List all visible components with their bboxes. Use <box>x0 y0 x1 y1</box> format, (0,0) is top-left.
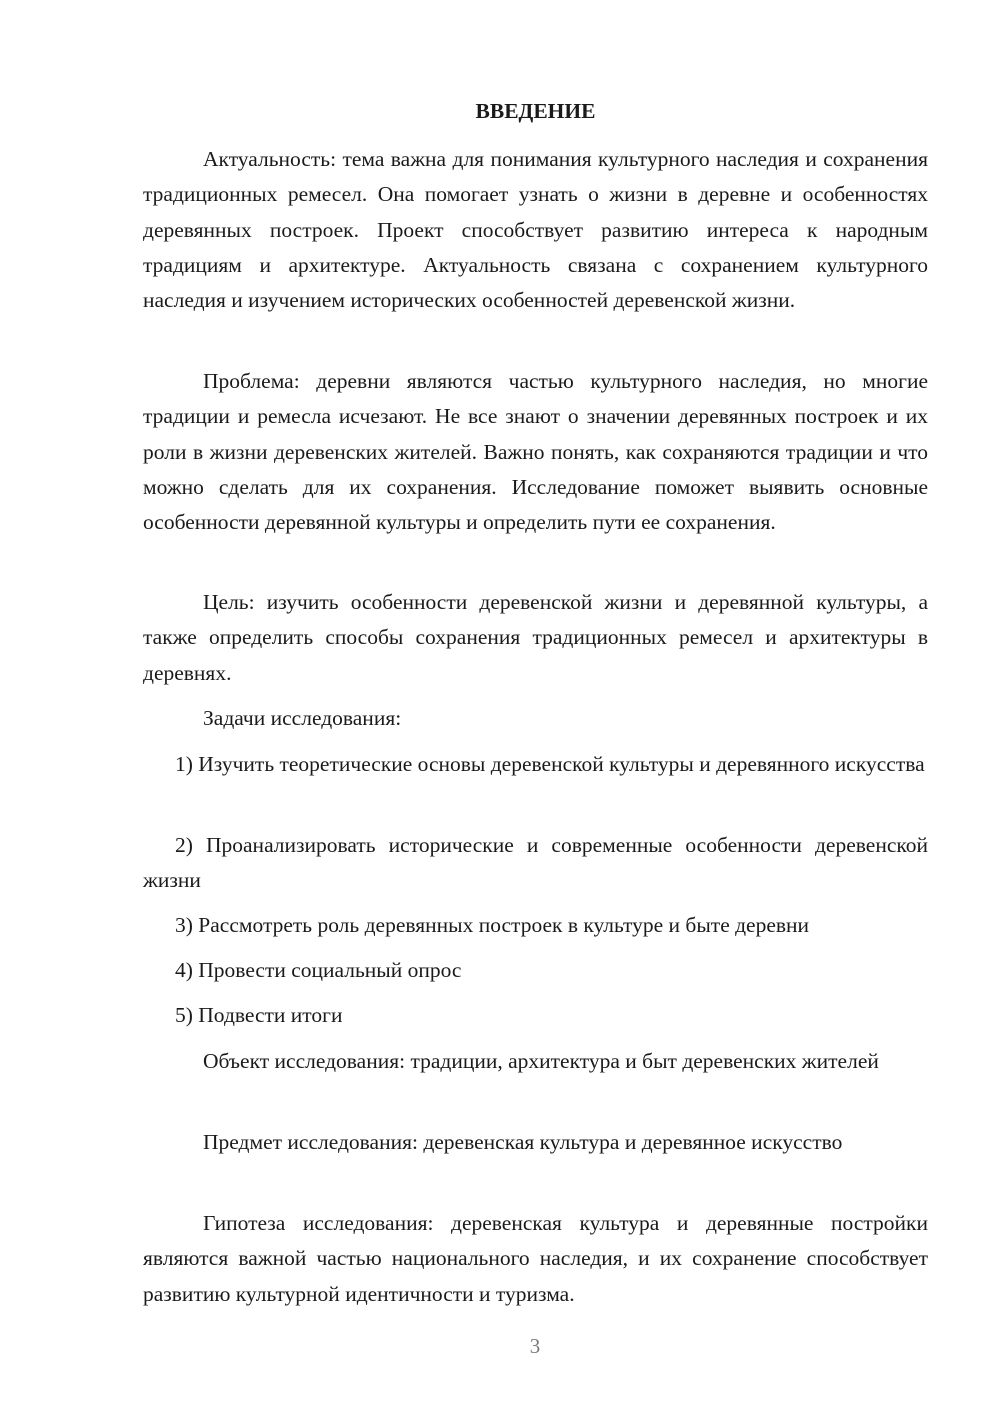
tasks-heading: Задачи исследования: <box>203 706 402 730</box>
page-number: 3 <box>529 1334 541 1358</box>
hypothesis-paragraph: Гипотеза исследования: деревенская культура и деревянные постройки являются важной частью национального наследия, и их сохранение способствует развитию культурной идентичности и туризма. <box>143 1211 928 1306</box>
relevance-paragraph: Актуальность: тема важна для понимания культурного наследия и сохранения традиционных ремесел. Она помогает узнать о жизни в деревне и особенностях деревянных построек. Проект способствует развитию интереса к народным традициям и архитектуре. Актуальность связана с сохранением культурного наследия и изучением исторических особенностей деревенской жизни. <box>143 147 928 313</box>
problem-paragraph: Проблема: деревни являются частью культурного наследия, но многие традиции и ремесла исчезают. Не все знают о значении деревянных построек и их роли в жизни деревенских жителей. Важно понять, как сохраняются традиции и что можно сделать для их сохранения. Исследование поможет выявить основные особенности деревянной культуры и определить пути ее сохранения. <box>143 369 928 535</box>
section-title: ВВЕДЕНИЕ <box>475 99 596 123</box>
task-item-1: 1) Изучить теоретические основы деревенской культуры и деревянного искусства <box>175 752 925 776</box>
subject-paragraph: Предмет исследования: деревенская культура и деревянное искусство <box>203 1130 843 1154</box>
task-item-5: 5) Подвести итоги <box>175 1003 343 1027</box>
task-item-3: 3) Рассмотреть роль деревянных построек в культуре и быте деревни <box>175 913 810 937</box>
task-item-2: 2) Проанализировать исторические и современные особенности деревенской жизни <box>143 833 928 893</box>
goal-paragraph: Цель: изучить особенности деревенской жизни и деревянной культуры, а также определить способы сохранения традиционных ремесел и архитектуры в деревнях. <box>143 590 928 685</box>
task-item-4: 4) Провести социальный опрос <box>175 958 462 982</box>
object-paragraph: Объект исследования: традиции, архитектура и быт деревенских жителей <box>203 1049 879 1073</box>
